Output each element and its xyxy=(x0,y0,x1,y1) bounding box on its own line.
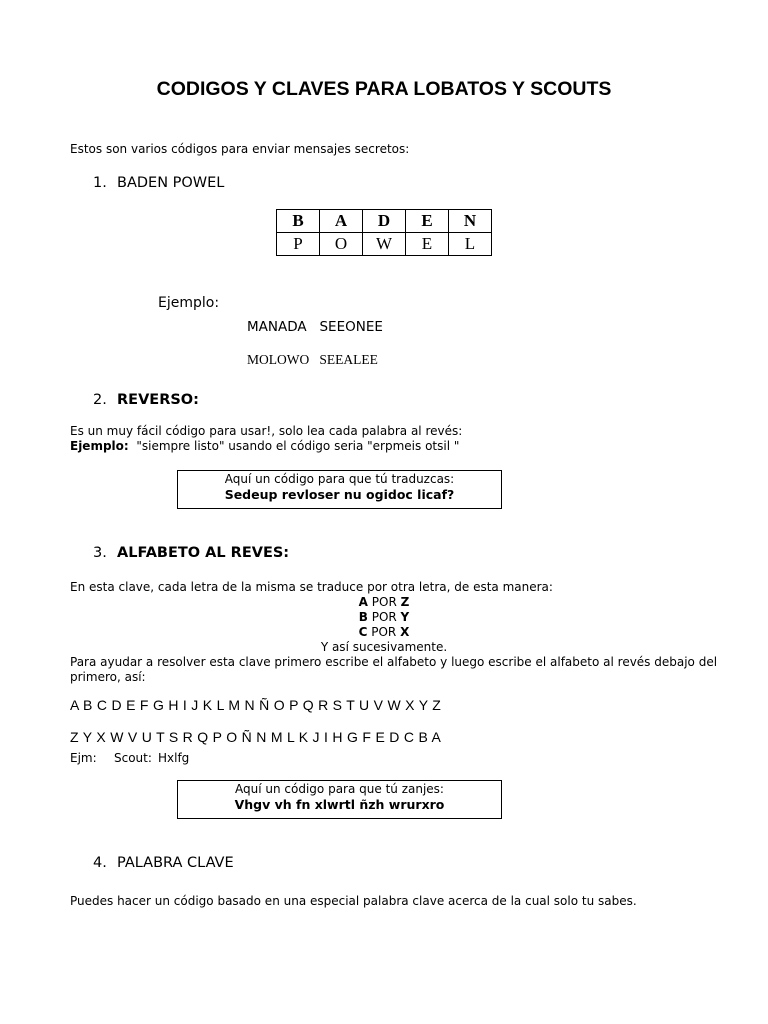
ejm-label: Ejm: xyxy=(70,751,97,765)
table-cell: W xyxy=(363,233,406,256)
sucesivamente-text: Y así sucesivamente. xyxy=(320,640,448,654)
table-cell: L xyxy=(449,233,492,256)
page-title: CODIGOS Y CLAVES PARA LOBATOS Y SCOUTS xyxy=(156,78,612,100)
example-text: "siempre listo" usando el código seria "erpmeis otsil " xyxy=(128,439,460,453)
section-4-heading xyxy=(93,855,234,871)
section-title: PALABRA CLAVE xyxy=(117,855,234,871)
letter-a: C xyxy=(358,625,368,639)
table-cell: P xyxy=(277,233,320,256)
reverso-code-box xyxy=(177,470,502,509)
section-1-heading xyxy=(93,175,224,191)
por-word: POR xyxy=(367,625,401,639)
letter-a: B xyxy=(358,610,368,624)
section-title: REVERSO: xyxy=(117,392,199,408)
reverso-description: Es un muy fácil código para usar!, solo lea cada palabra al revés: xyxy=(70,424,463,438)
alphabet-forward: A B C D E F G H I J K L M N Ñ O P Q R S T U V W X Y Z xyxy=(70,697,442,713)
table-cell: N xyxy=(449,210,492,233)
alphabet-reverse: Z Y X W V U T S R Q P O Ñ N M L K J I H G F E D C B A xyxy=(70,729,442,745)
alfabeto-description: En esta clave, cada letra de la misma se traduce por otra letra, de esta manera: xyxy=(70,580,553,594)
example-label: Ejemplo: xyxy=(70,439,129,453)
table-cell: B xyxy=(277,210,320,233)
letter-a: A xyxy=(358,595,368,609)
letter-pair xyxy=(0,610,768,625)
letter-pair xyxy=(0,595,768,610)
table-row xyxy=(277,210,492,233)
section-title: BADEN POWEL xyxy=(117,175,225,191)
table-cell: E xyxy=(406,233,449,256)
box-code: Vhgv vh fn xlwrtl ñzh wrurxro xyxy=(234,797,445,812)
letter-pair xyxy=(0,625,768,640)
example-label: Ejemplo: xyxy=(158,295,220,311)
baden-powel-table xyxy=(276,209,492,256)
letter-b: Z xyxy=(400,595,410,609)
example-row-1: MANADA SEEONEE xyxy=(247,319,383,335)
section-number: 2. xyxy=(93,392,107,408)
ejm-word: Scout: xyxy=(114,751,152,765)
ejm-code: Hxlfg xyxy=(158,751,190,765)
section-2-heading xyxy=(93,392,199,408)
table-cell: D xyxy=(363,210,406,233)
palabra-clave-description: Puedes hacer un código basado en una especial palabra clave acerca de la cual solo tu sabes. xyxy=(70,894,637,908)
box-caption: Aquí un código para que tú traduzcas: xyxy=(224,472,455,486)
reverso-example xyxy=(70,439,459,454)
por-word: POR xyxy=(367,595,401,609)
letter-b: X xyxy=(400,625,410,639)
alfabeto-instruction-line-1: Para ayudar a resolver esta clave primero escribe el alfabeto y luego escribe el alfabeto al revés debajo del xyxy=(70,655,718,669)
alfabeto-instruction-line-2: primero, así: xyxy=(70,670,146,684)
table-row xyxy=(277,233,492,256)
box-caption: Aquí un código para que tú zanjes: xyxy=(235,782,444,796)
example-row-2: MOLOWO SEEALEE xyxy=(247,352,378,367)
section-number: 4. xyxy=(93,855,107,871)
por-word: POR xyxy=(367,610,401,624)
alfabeto-code-box xyxy=(177,780,502,819)
section-3-heading xyxy=(93,545,289,561)
letter-b: Y xyxy=(400,610,410,624)
section-title: ALFABETO AL REVES: xyxy=(117,545,290,561)
table-cell: O xyxy=(320,233,363,256)
table-cell: A xyxy=(320,210,363,233)
section-number: 3. xyxy=(93,545,107,561)
section-number: 1. xyxy=(93,175,107,191)
intro-text: Estos son varios códigos para enviar mensajes secretos: xyxy=(70,142,410,156)
box-code: Sedeup revloser nu ogidoc licaf? xyxy=(224,487,455,502)
table-cell: E xyxy=(406,210,449,233)
